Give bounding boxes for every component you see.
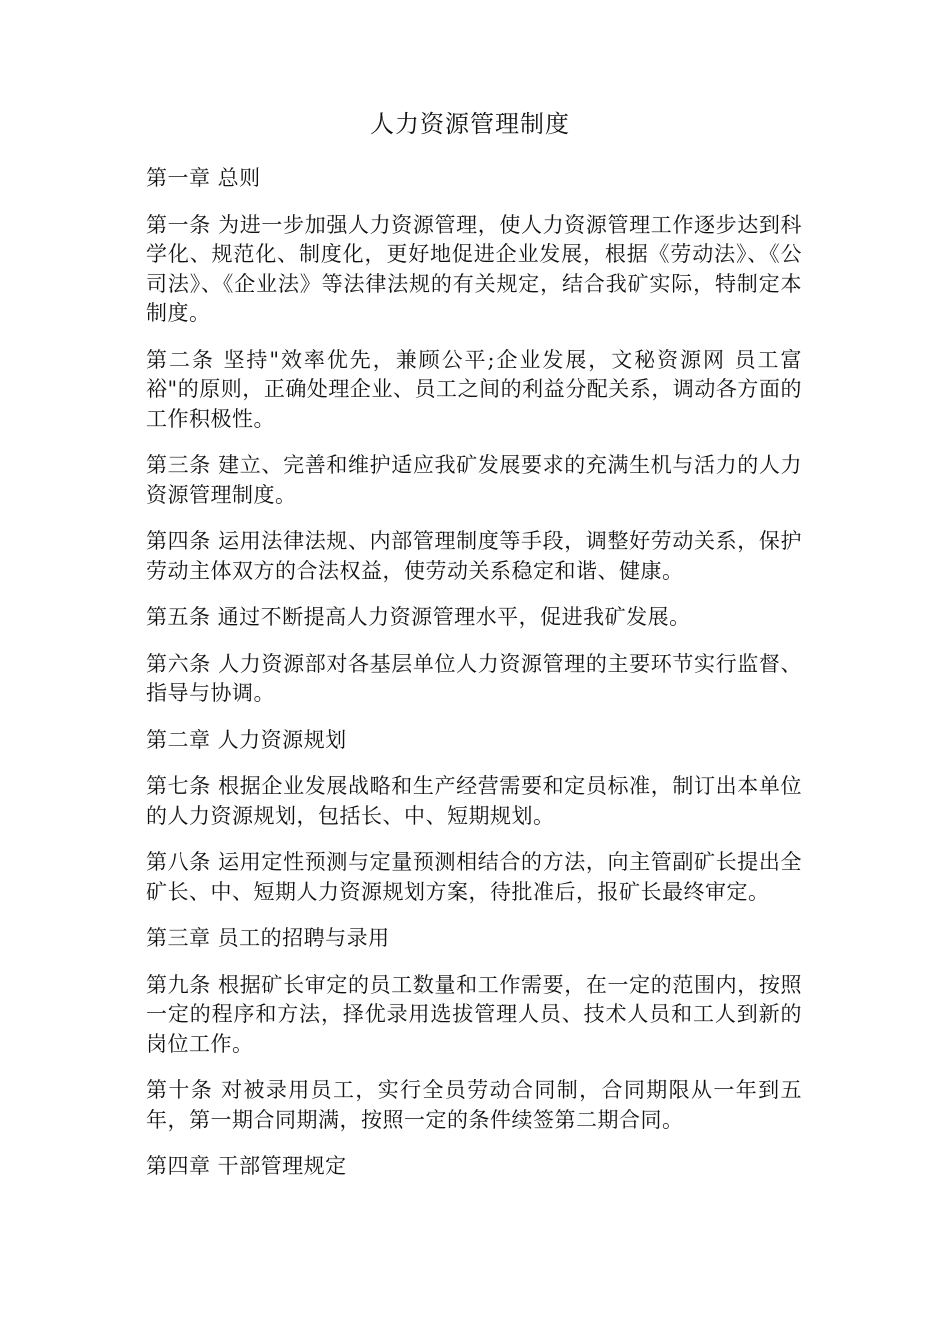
article-5: 第五条 通过不断提高人力资源管理水平，促进我矿发展。: [146, 605, 691, 629]
article-7: 第七条 根据企业发展战略和生产经营需要和定员标准，制订出本单位的人力资源规划，包括长、中、短期规划。: [146, 774, 802, 828]
article-10: 第十条 对被录用员工，实行全员劳动合同制，合同期限从一年到五年，第一期合同期满，按照一定的条件续签第二期合同。: [146, 1078, 802, 1132]
article-6: 第六条 人力资源部对各基层单位人力资源管理的主要环节实行监督、指导与协调。: [146, 651, 802, 705]
article-2: 第二条 坚持"效率优先，兼顾公平;企业发展，文秘资源网 员工富裕"的原则，正确处理企业、员工之间的利益分配关系，调动各方面的工作积极性。: [146, 347, 802, 431]
article-3: 第三条 建立、完善和维护适应我矿发展要求的充满生机与活力的人力资源管理制度。: [146, 453, 802, 507]
document-page: [146, 104, 802, 1199]
article-8: 第八条 运用定性预测与定量预测相结合的方法，向主管副矿长提出全矿长、中、短期人力资源规划方案，待批准后，报矿长最终审定。: [146, 850, 802, 904]
article-1: 第一条 为进一步加强人力资源管理，使人力资源管理工作逐步达到科学化、规范化、制度化，更好地促进企业发展，根据《劳动法》、《公司法》、《企业法》等法律法规的有关规定，结合我矿实际，特制定本制度。: [146, 212, 802, 325]
chapter-3-heading: 第三章 员工的招聘与录用: [146, 926, 390, 950]
chapter-1-heading: 第一章 总则: [146, 166, 261, 190]
chapter-4-heading: 第四章 干部管理规定: [146, 1154, 347, 1178]
document-title: 人力资源管理制度: [370, 110, 570, 138]
article-9: 第九条 根据矿长审定的员工数量和工作需要，在一定的范围内，按照一定的程序和方法，择优录用选拔管理人员、技术人员和工人到新的岗位工作。: [146, 972, 802, 1056]
chapter-2-heading: 第二章 人力资源规划: [146, 727, 347, 752]
article-4: 第四条 运用法律法规、内部管理制度等手段，调整好劳动关系，保护劳动主体双方的合法权益，使劳动关系稳定和谐、健康。: [146, 529, 802, 583]
